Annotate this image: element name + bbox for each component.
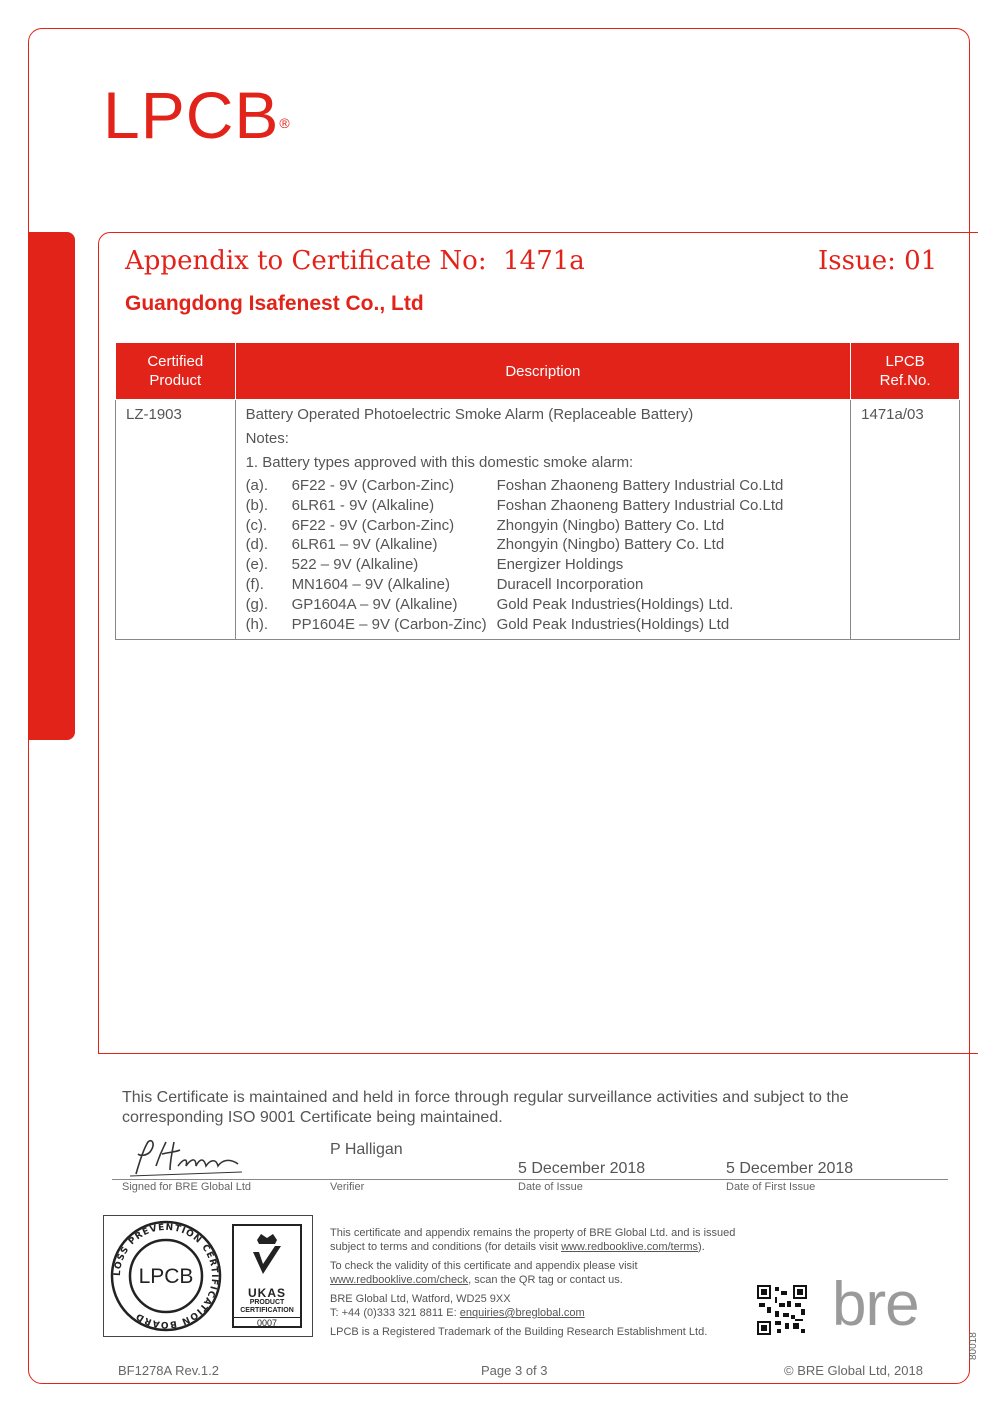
battery-maker: Zhongyin (Ningbo) Battery Co. Ltd <box>496 536 725 554</box>
table-row <box>116 400 960 640</box>
battery-letter: (b). <box>245 496 269 514</box>
header-certified-product: Certified Product <box>116 343 236 400</box>
appendix-title-label: Appendix to Certificate No: <box>125 246 487 276</box>
signature <box>126 1136 246 1178</box>
certification-seals <box>103 1215 313 1337</box>
lpcb-seal-text: LPCB <box>138 1265 194 1288</box>
battery-row <box>246 555 841 575</box>
registered-mark: ® <box>279 115 291 131</box>
battery-maker: Zhongyin (Ningbo) Battery Co. Ltd <box>496 516 725 534</box>
document-code: 80018 <box>968 1332 979 1360</box>
battery-letter: (e). <box>245 556 269 574</box>
cell-ref: 1471a/03 <box>851 400 960 640</box>
table-header-row <box>116 343 960 400</box>
trademark-notice: LPCB is a Registered Trademark of the Building Research Establishment Ltd. <box>330 1326 708 1338</box>
battery-type: MN1604 – 9V (Alkaline) <box>291 575 450 593</box>
legal-check: To check the validity of this certificate and appendix please visit www.redbooklive.com/check, scan the QR tag or contact us. <box>330 1260 638 1286</box>
battery-letter: (d). <box>245 536 269 554</box>
battery-type: GP1604A – 9V (Alkaline) <box>291 595 458 613</box>
appendix-title <box>125 246 585 276</box>
battery-type: 522 – 9V (Alkaline) <box>291 556 419 574</box>
battery-maker: Foshan Zhaoneng Battery Industrial Co.Ltd <box>496 496 784 514</box>
header-description: Description <box>235 343 851 400</box>
cell-product: LZ-1903 <box>116 400 236 640</box>
ukas-certification: CERTIFICATION <box>240 1307 294 1314</box>
lpcb-seal-icon <box>106 1216 226 1336</box>
date-of-first-issue: 5 December 2018 <box>726 1160 854 1177</box>
copyright: © BRE Global Ltd, 2018 <box>784 1363 923 1378</box>
battery-maker: Energizer Holdings <box>496 556 624 574</box>
battery-letter: (g). <box>245 595 269 613</box>
battery-row <box>246 615 841 635</box>
note-1: 1. Battery types approved with this domestic smoke alarm: <box>245 454 634 471</box>
battery-letter: (c). <box>245 516 268 534</box>
battery-list <box>246 476 841 634</box>
signature-line <box>112 1179 948 1180</box>
battery-type: 6F22 - 9V (Carbon-Zinc) <box>291 477 455 494</box>
bre-logo: bre <box>832 1270 919 1339</box>
signed-label: Signed for BRE Global Ltd <box>122 1181 252 1193</box>
email-link[interactable]: enquiries@breglobal.com <box>459 1307 585 1319</box>
side-tab <box>28 232 75 740</box>
battery-row <box>246 476 841 496</box>
cell-description <box>235 400 851 640</box>
legal-terms: This certificate and appendix remains the property of BRE Global Ltd. and is issued subject to terms and conditions (for details visit www.redbooklive.com/terms). <box>330 1227 736 1253</box>
date-of-first-issue-label: Date of First Issue <box>726 1181 816 1193</box>
battery-type: 6LR61 – 9V (Alkaline) <box>291 536 438 554</box>
battery-row <box>246 496 841 516</box>
battery-letter: (f). <box>245 575 264 593</box>
contact: T: +44 (0)333 321 8811 E: enquiries@breglobal.com <box>330 1307 585 1319</box>
qr-code-icon[interactable] <box>757 1285 807 1335</box>
battery-letter: (h). <box>245 615 269 633</box>
lpcb-ring-text: LOSS PREVENTION CERTIFICATION BOARD <box>112 1222 220 1330</box>
certificate-table <box>115 342 960 640</box>
check-link[interactable]: www.redbooklive.com/check <box>330 1274 469 1286</box>
lpcb-logo <box>103 80 291 150</box>
battery-row <box>246 595 841 615</box>
verifier-name: P Halligan <box>330 1141 403 1158</box>
ukas-product: PRODUCT <box>249 1299 285 1306</box>
battery-maker: Gold Peak Industries(Holdings) Ltd <box>496 615 730 633</box>
header-lpcb-ref: LPCB Ref.No. <box>851 343 960 400</box>
battery-row <box>246 516 841 536</box>
battery-maker: Duracell Incorporation <box>496 575 644 593</box>
battery-letter: (a). <box>245 477 269 494</box>
battery-row <box>246 575 841 595</box>
battery-type: 6F22 - 9V (Carbon-Zinc) <box>291 516 455 534</box>
company-name: Guangdong Isafenest Co., Ltd <box>125 292 424 315</box>
notes-label: Notes: <box>245 430 289 447</box>
legal-notice <box>330 1226 770 1344</box>
date-of-issue-label: Date of Issue <box>518 1181 583 1193</box>
battery-maker: Gold Peak Industries(Holdings) Ltd. <box>496 595 734 613</box>
certificate-number: 1471a <box>503 246 585 276</box>
battery-type: 6LR61 - 9V (Alkaline) <box>291 496 435 514</box>
ukas-number: 0007 <box>234 1317 300 1328</box>
page-number: Page 3 of 3 <box>481 1363 548 1378</box>
date-of-issue: 5 December 2018 <box>518 1160 646 1177</box>
ukas-crown-check-icon <box>247 1230 287 1282</box>
description-text: Battery Operated Photoelectric Smoke Alarm (Replaceable Battery) <box>245 406 694 423</box>
terms-link[interactable]: www.redbooklive.com/terms <box>561 1241 699 1253</box>
ukas-badge <box>232 1224 302 1328</box>
logo-text: LPCB <box>103 78 280 152</box>
maintenance-statement: This Certificate is maintained and held in force through regular surveillance activities and subject to the corresponding ISO 9001 Certificate being maintained. <box>122 1089 849 1126</box>
issue-number: Issue: 01 <box>818 246 938 276</box>
battery-maker: Foshan Zhaoneng Battery Industrial Co.Ltd <box>496 477 784 494</box>
battery-type: PP1604E – 9V (Carbon-Zinc) <box>291 615 487 633</box>
battery-row <box>246 535 841 555</box>
address: BRE Global Ltd, Watford, WD25 9XX <box>330 1293 511 1305</box>
ukas-text: UKAS <box>247 1286 286 1300</box>
form-reference: BF1278A Rev.1.2 <box>118 1363 219 1378</box>
verifier-label: Verifier <box>330 1181 365 1193</box>
